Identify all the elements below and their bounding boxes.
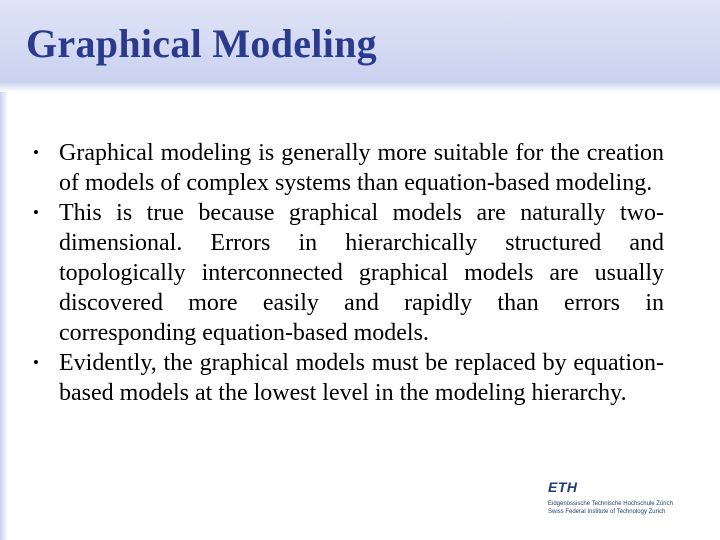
bullet-icon: • <box>33 203 39 222</box>
bullet-text: Graphical modeling is generally more suitable for the creation of models of complex systems than equation-based modeling. <box>59 140 664 196</box>
bullet-item <box>24 198 664 348</box>
eth-logo-line-english: Swiss Federal Institute of Technology Zurich <box>548 509 666 515</box>
eth-logo <box>548 479 688 519</box>
slide-title: Graphical Modeling <box>26 21 377 66</box>
bullet-icon: • <box>33 353 39 372</box>
eth-logo-line-german: Eidgenössische Technische Hochschule Zürich <box>548 501 673 507</box>
bullet-list <box>24 138 664 408</box>
bullet-text: This is true because graphical models are naturally two-dimensional. Errors in hierarchically structured and topologically interconnected graphical models are usually discovered more easily and rapidly than errors in corresponding equation-based models. <box>59 200 664 346</box>
bullet-item <box>24 348 664 408</box>
bullet-text: Evidently, the graphical models must be replaced by equation-based models at the lowest level in the modeling hierarchy. <box>59 350 664 406</box>
left-edge-decoration <box>0 92 8 540</box>
bullet-item <box>24 138 664 198</box>
bullet-icon: • <box>33 143 39 162</box>
eth-logo-mark: ETH <box>548 479 578 495</box>
